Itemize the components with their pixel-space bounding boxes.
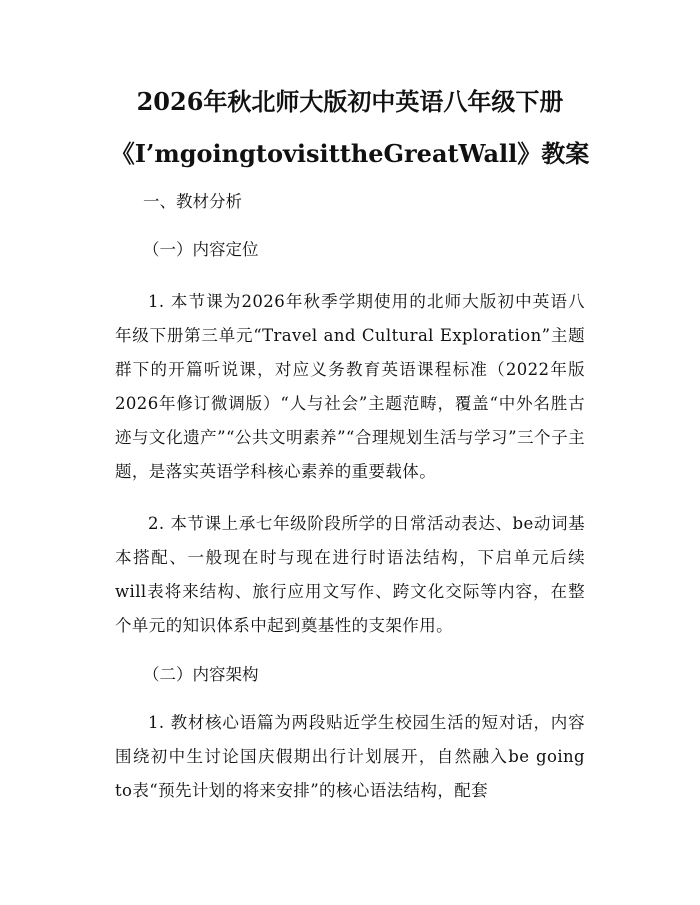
section-heading-textbook-analysis: 一、教材分析 bbox=[143, 192, 242, 211]
paragraph-2: 2. 本节课上承七年级阶段所学的日常活动表达、be动词基本搭配、一般现在时与现在进行时语法结构，下启单元后续will表将来结构、旅行应用文写作、跨文化交际等内容，在整个单元的知识体系中起到奠基性的支架作用。 bbox=[115, 514, 585, 635]
subsection-heading-content-positioning: （一）内容定位 bbox=[143, 240, 259, 259]
subsection-heading-content-structure: （二）内容架构 bbox=[143, 665, 259, 684]
paragraph-3: 1. 教材核心语篇为两段贴近学生校园生活的短对话，内容围绕初中生讨论国庆假期出行计划展开，自然融入be going to表“预先计划的将来安排”的核心语法结构，配套 bbox=[115, 713, 585, 800]
document-title-line1: 2026年秋北师大版初中英语八年级下册 bbox=[136, 87, 564, 116]
document-title-line2: 《I’mgoingtovisittheGreatWall》教案 bbox=[110, 139, 590, 168]
paragraph-1: 1. 本节课为2026年秋季学期使用的北师大版初中英语八年级下册第三单元“Travel and Cultural Exploration”主题群下的开篇听说课，对应义务教育英语课程标准（2022年版2026年修订微调版）“人与社会”主题范畴，覆盖“中外名胜古迹与文化遗产”“公共文明素养”“合理规划生活与学习”三个子主题，是落实英语学科核心素养的重要载体。 bbox=[115, 292, 585, 481]
